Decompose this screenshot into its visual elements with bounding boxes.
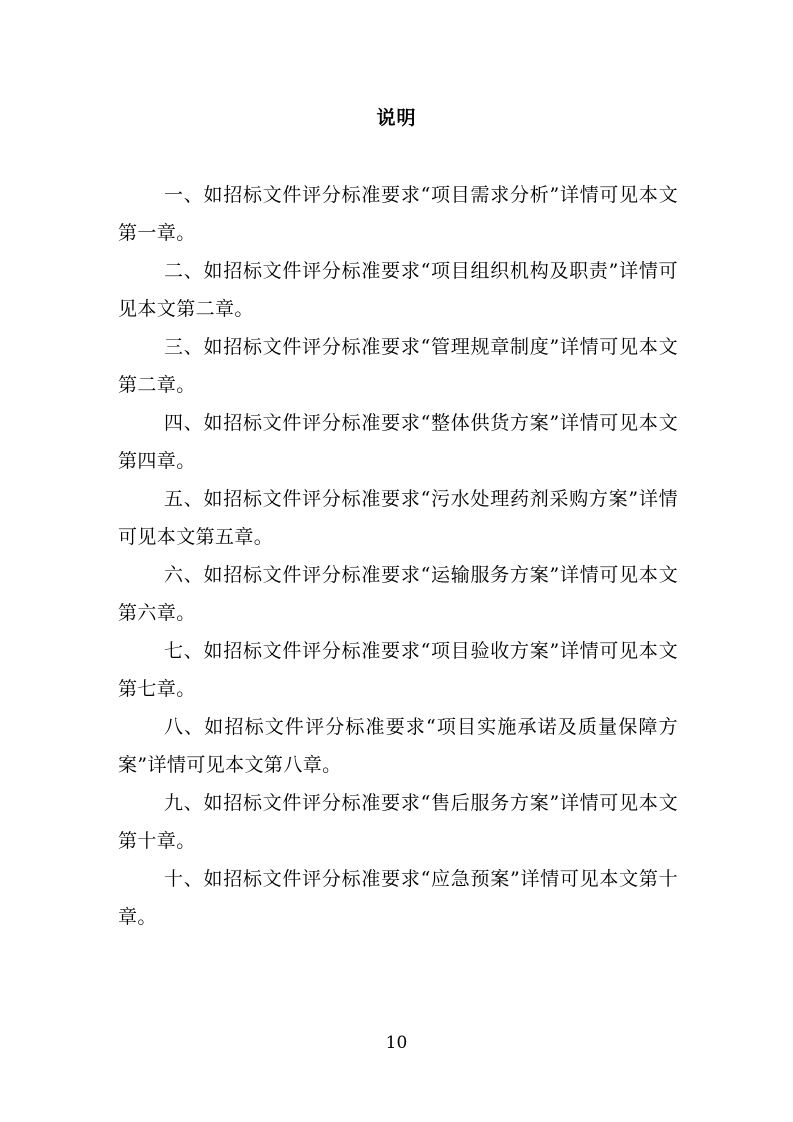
paragraph-6: 六、如招标文件评分标准要求“运输服务方案”详情可见本文第六章。: [118, 564, 678, 624]
paragraph-3: 三、如招标文件评分标准要求“管理规章制度”详情可见本文第二章。: [118, 336, 678, 396]
paragraph-10: 十、如招标文件评分标准要求“应急预案”详情可见本文第十章。: [118, 868, 678, 928]
paragraph-2: 二、如招标文件评分标准要求“项目组织机构及职责”详情可见本文第二章。: [118, 260, 678, 320]
page-number: 10: [385, 1033, 408, 1053]
paragraph-1: 一、如招标文件评分标准要求“项目需求分析”详情可见本文第一章。: [118, 184, 678, 244]
paragraph-8: 八、如招标文件评分标准要求“项目实施承诺及质量保障方案”详情可见本文第八章。: [118, 716, 678, 776]
page-title: 说明: [376, 107, 417, 129]
paragraph-7: 七、如招标文件评分标准要求“项目验收方案”详情可见本文第七章。: [118, 640, 678, 700]
paragraph-9: 九、如招标文件评分标准要求“售后服务方案”详情可见本文第十章。: [118, 792, 678, 852]
document-body: [118, 176, 678, 936]
paragraph-4: 四、如招标文件评分标准要求“整体供货方案”详情可见本文第四章。: [118, 412, 678, 472]
paragraph-5: 五、如招标文件评分标准要求“污水处理药剂采购方案”详情可见本文第五章。: [118, 488, 678, 548]
